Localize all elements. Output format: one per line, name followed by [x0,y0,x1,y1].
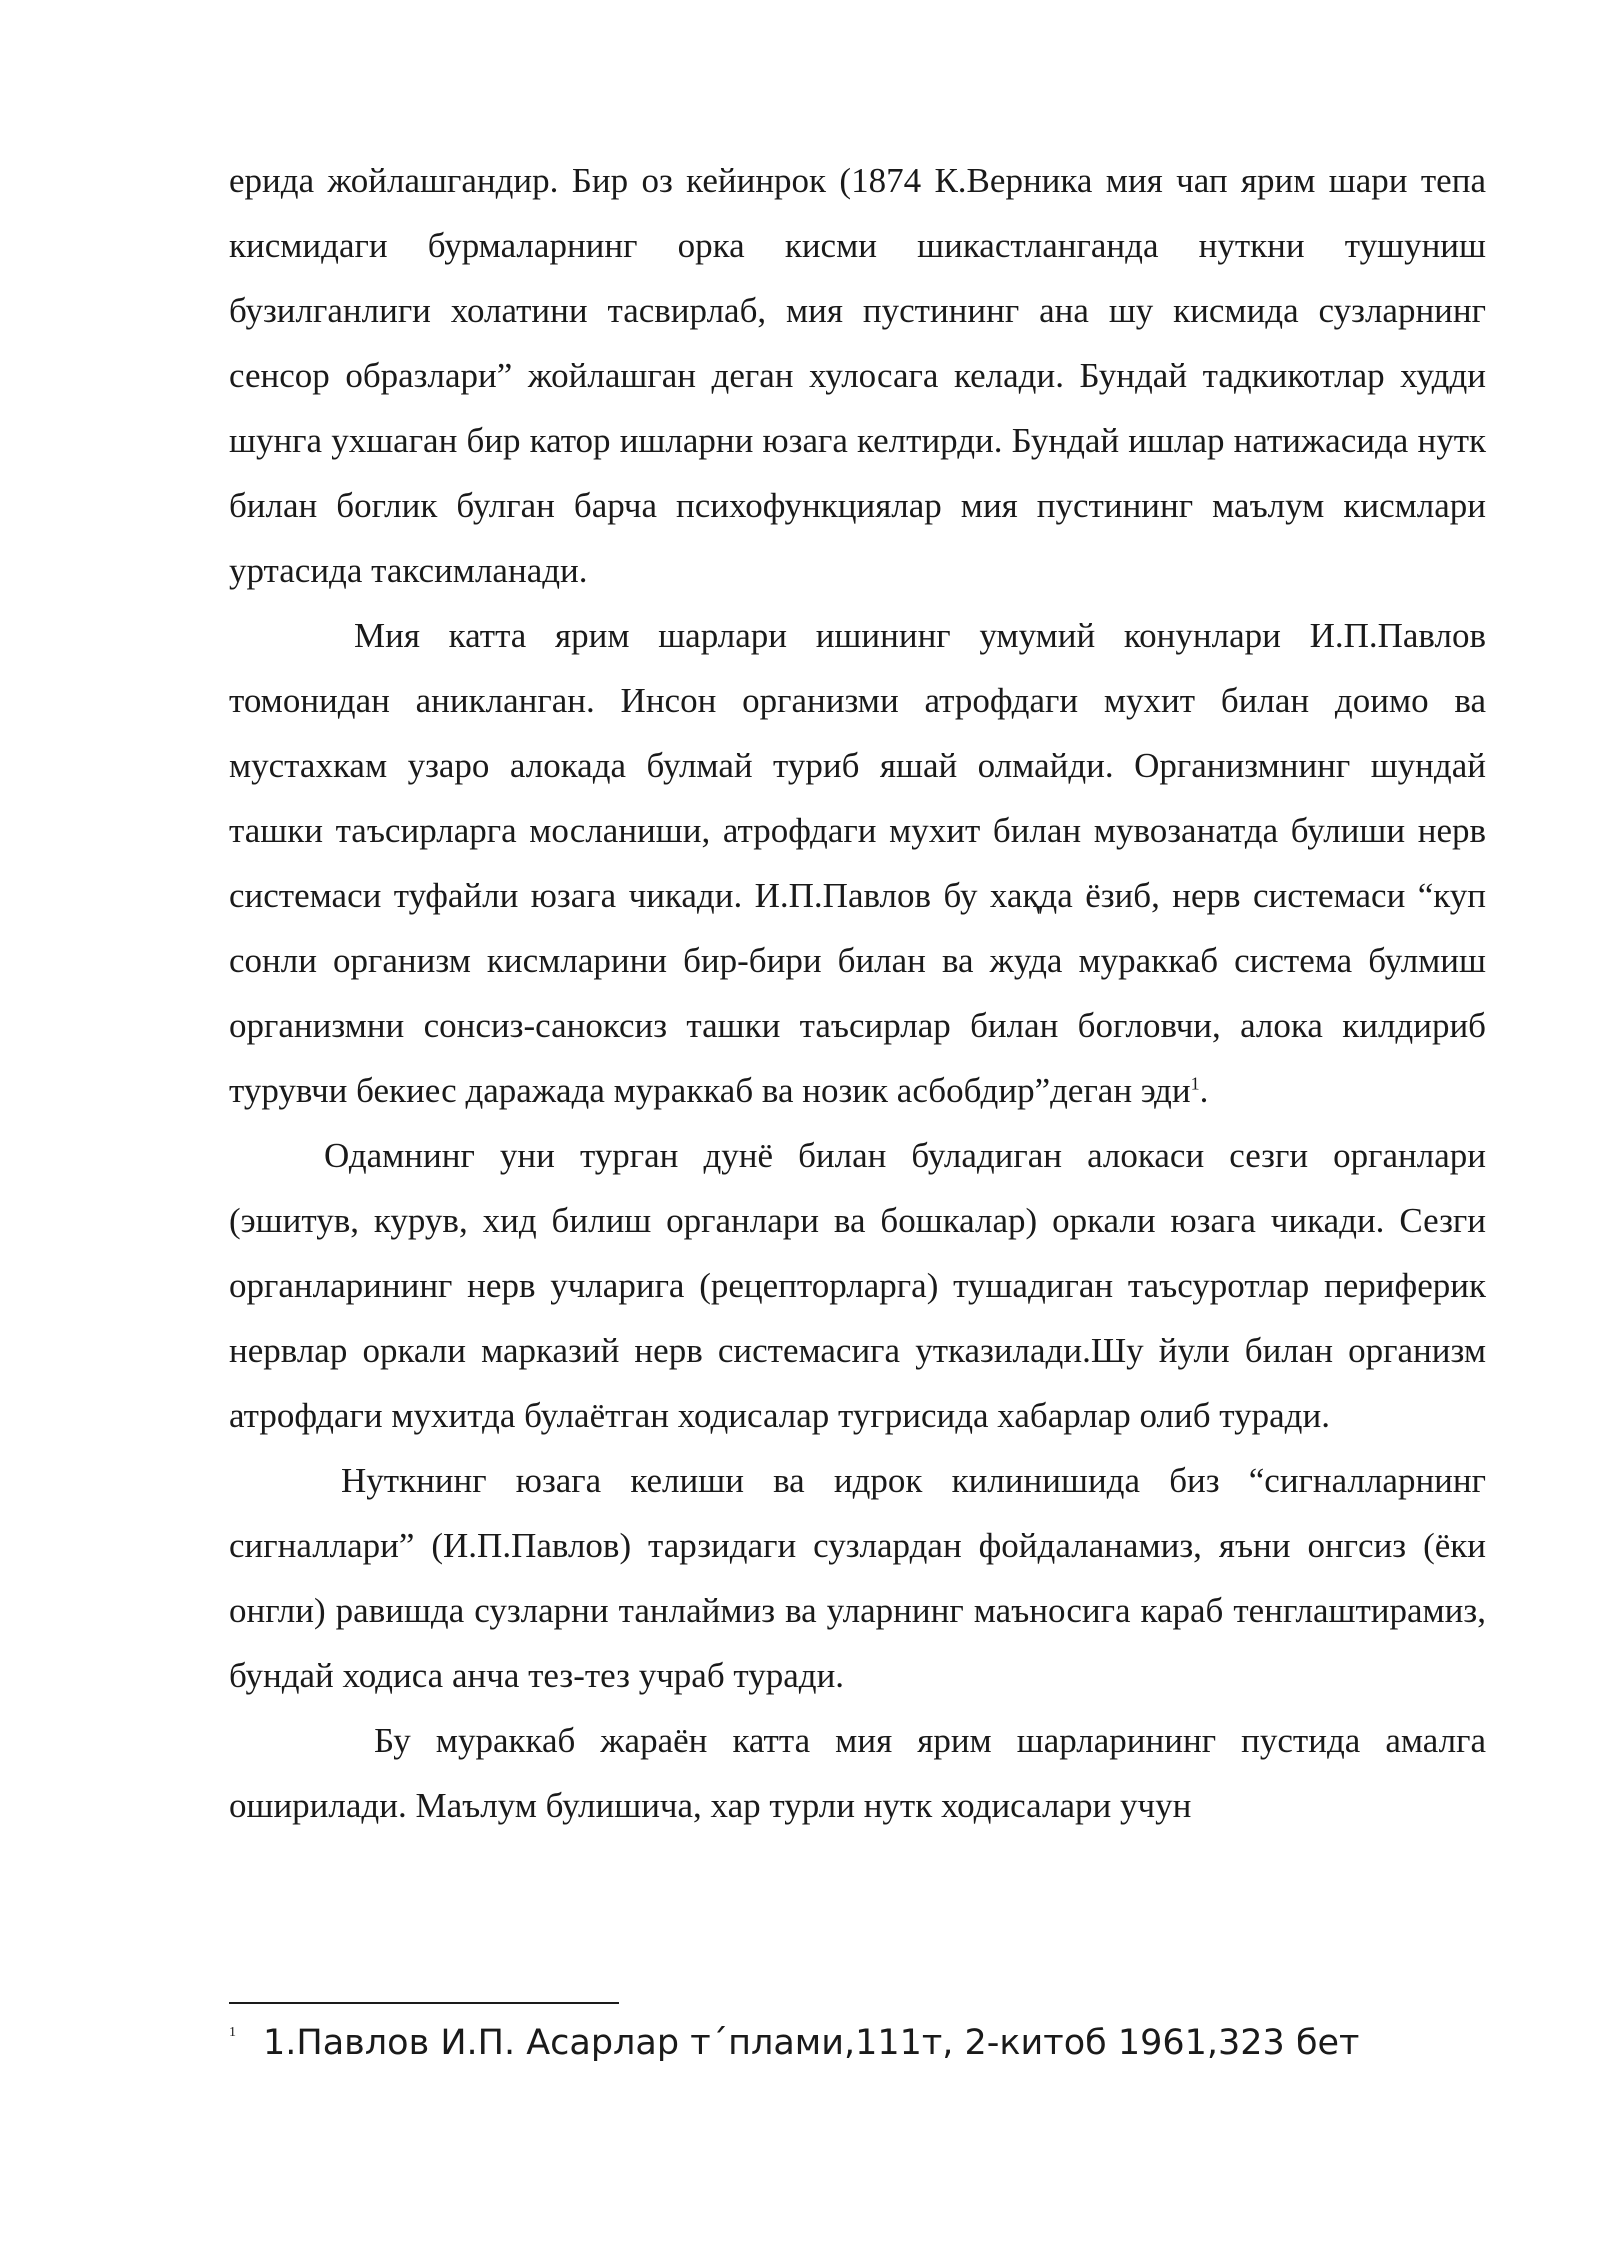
paragraph-2 [229,603,1486,1123]
footnote-text: 1.Павлов И.П. Асарлар т΄плами,111т, 2-китоб 1961,323 бет [263,2023,1360,2063]
paragraph-4: Нуткнинг юзага келиши ва идрок килинишида биз “сигналларнинг сигналлари” (И.П.Павлов) тарзидаги сузлардан фойдаланамиз, яъни онгсиз (ёки онгли) равишда сузларни танлаймиз ва уларнинг маъносига караб тенглаштирамиз, бундай ходиса анча тез-тез учраб туради. [229,1461,1486,1695]
footnote [229,2018,1486,2068]
paragraph-2-text: Мия катта ярим шарлари ишининг умумий конунлари И.П.Павлов томонидан аникланган. Инсон организми атрофдаги мухит билан доимо ва мустахкам узаро алокада булмай туриб яшай олмайди. Организмнинг шундай ташки таъсирларга мосланиши, атрофдаги мухит билан мувозанатда булиши нерв системаси туфайли юзага чикади. И.П.Павлов бу хақда ёзиб, нерв системаси “куп сонли организм кисмларини бир-бири билан ва жуда мураккаб система булмиш организмни сонсиз-саноксиз ташки таъсирлар билан богловчи, алока килдириб турувчи бекиес даражада мураккаб ва нозик асбобдир”деган эди [229,616,1486,1110]
paragraph-3: Одамнинг уни турган дунё билан буладиган алокаси сезги органлари (эшитув, курув, хид билиш органлари ва бошкалар) оркали юзага чикади. Сезги органларининг нерв учларига (рецепторларга) тушадиган таъсуротлар периферик нервлар оркали марказий нерв системасига утказилади.Шу йули билан организм атрофдаги мухитда булаётган ходисалар тугрисида хабарлар олиб туради. [229,1136,1486,1435]
paragraph-5: Бу мураккаб жараён катта мия ярим шарларининг пустида амалга оширилади. Маълум булишича, хар турли нутк ходисалари учун [229,1721,1486,1825]
footnote-reference[interactable]: 1 [1190,1073,1200,1094]
paragraph-2-end-punct: . [1199,1071,1209,1110]
footnote-number: 1 [229,2025,236,2040]
paragraph-1: ерида жойлашгандир. Бир оз кейинрок (1874 К.Верника мия чап ярим шари тепа кисмидаги бурмаларнинг орка кисми шикастланганда нуткни тушуниш бузилганлиги холатини тасвирлаб, мия пустининг ана шу кисмида сузларнинг сенсор образлари” жойлашган деган хулосага келади. Бундай тадкикотлар худди шунга ухшаган бир катор ишларни юзага келтирди. Бундай ишлар натижасида нутк билан боглик булган барча психофункциялар мия пустининг маълум кисмлари уртасида таксимланади. [229,161,1486,590]
footnote-separator [229,2002,619,2004]
body-text [229,148,1486,1838]
